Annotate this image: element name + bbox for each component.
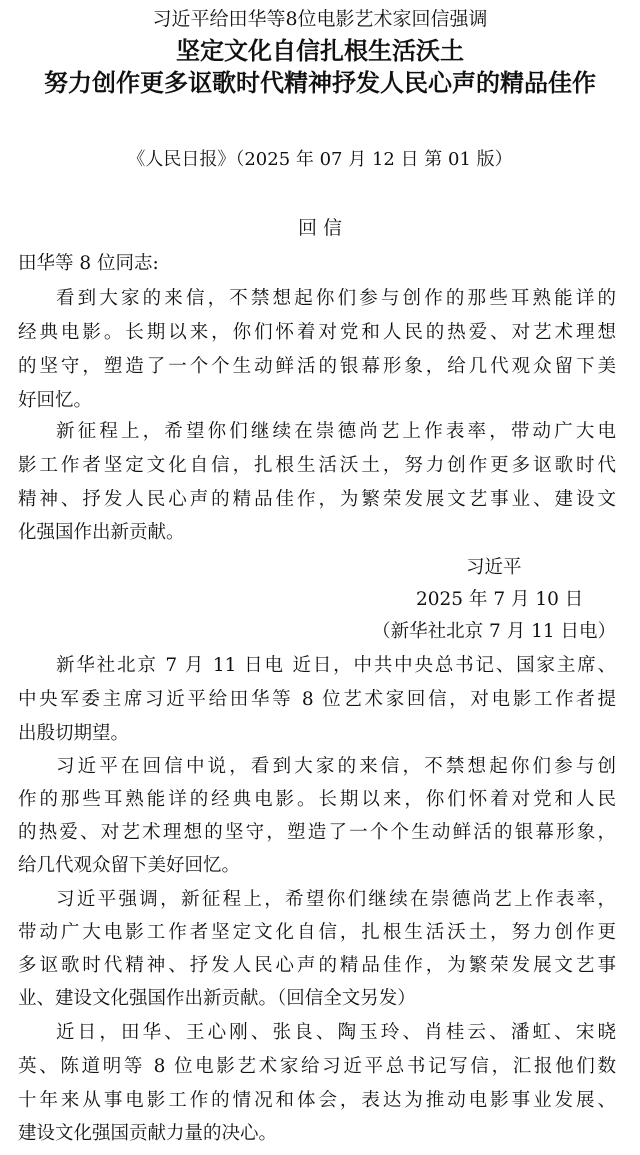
- report-para4-line: 近日，田华、王心刚、张良、陶玉玲、肖桂云、潘虹、宋晓: [56, 1022, 616, 1043]
- report-para3-line: 习近平强调，新征程上，希望你们继续在崇德尚艺上作表率，: [56, 889, 616, 910]
- letter-para1-line: 好回忆。: [18, 390, 93, 411]
- letter-para2-line: 新征程上，希望你们继续在崇德尚艺上作表率，带动广大电: [56, 421, 616, 442]
- report-para2-line: 作的那些耳熟能详的经典电影。长期以来，你们怀着对党和人民: [18, 789, 616, 810]
- letter-signature: 习近平: [466, 557, 522, 578]
- report-para3-line: 业、建设文化强国作出新贡献。（回信全文另发）: [18, 988, 416, 1009]
- report-para1-line: 中央军委主席习近平给田华等 8 位艺术家回信，对电影工作者提: [18, 689, 616, 710]
- headline-line-1: 坚定文化自信扎根生活沃土: [176, 37, 464, 65]
- report-para1-line: 新华社北京 7 月 11 日电 近日，中共中央总书记、国家主席、: [56, 655, 616, 676]
- kicker-line: 习近平给田华等8位电影艺术家回信强调: [152, 8, 488, 30]
- letter-para1-line: 的坚守，塑造了一个个生动鲜活的银幕形象，给几代观众留下美: [18, 356, 616, 377]
- letter-para1-line: 经典电影。长期以来，你们怀着对党和人民的热爱、对艺术理想: [18, 322, 616, 343]
- report-para3-line: 多讴歌时代精神、抒发人民心声的精品佳作，为繁荣发展文艺事: [18, 955, 616, 976]
- report-para1-line: 出殷切期望。: [18, 723, 130, 744]
- letter-para1-line: 看到大家的来信，不禁想起你们参与创作的那些耳熟能详的: [56, 288, 616, 309]
- letter-title: 回 信: [297, 217, 343, 239]
- source-citation: 《人民日报》（2025 年 07 月 12 日 第 01 版）: [127, 149, 513, 170]
- report-para2-line: 的热爱、对艺术理想的坚守，塑造了一个个生动鲜活的银幕形象，: [18, 822, 616, 843]
- letter-date: 2025 年 7 月 10 日: [416, 589, 584, 610]
- report-para3-line: 带动广大电影工作者坚定文化自信，扎根生活沃土，努力创作更: [18, 922, 616, 943]
- report-para2-line: 给几代观众留下美好回忆。: [18, 855, 241, 876]
- report-para4-line: 建设文化强国贡献力量的决心。: [18, 1123, 278, 1144]
- report-para2-line: 习近平在回信中说，看到大家的来信，不禁想起你们参与创: [56, 756, 616, 777]
- letter-para2-line: 影工作者坚定文化自信，扎根生活沃土，努力创作更多讴歌时代: [18, 455, 616, 476]
- letter-salutation: 田华等 8 位同志:: [18, 253, 159, 274]
- letter-para2-line: 化强国作出新贡献。: [18, 522, 185, 543]
- headline-line-2: 努力创作更多讴歌时代精神抒发人民心声的精品佳作: [44, 69, 596, 97]
- report-para4-line: 十年来从事电影工作的情况和体会，表达为推动电影事业发展、: [18, 1090, 616, 1111]
- report-para4-line: 英、陈道明等 8 位电影艺术家给习近平总书记写信，汇报他们数: [18, 1056, 616, 1077]
- letter-para2-line: 精神、抒发人民心声的精品佳作，为繁荣发展文艺事业、建设文: [18, 489, 616, 510]
- report-dateline: （新华社北京 7 月 11 日电）: [372, 621, 616, 642]
